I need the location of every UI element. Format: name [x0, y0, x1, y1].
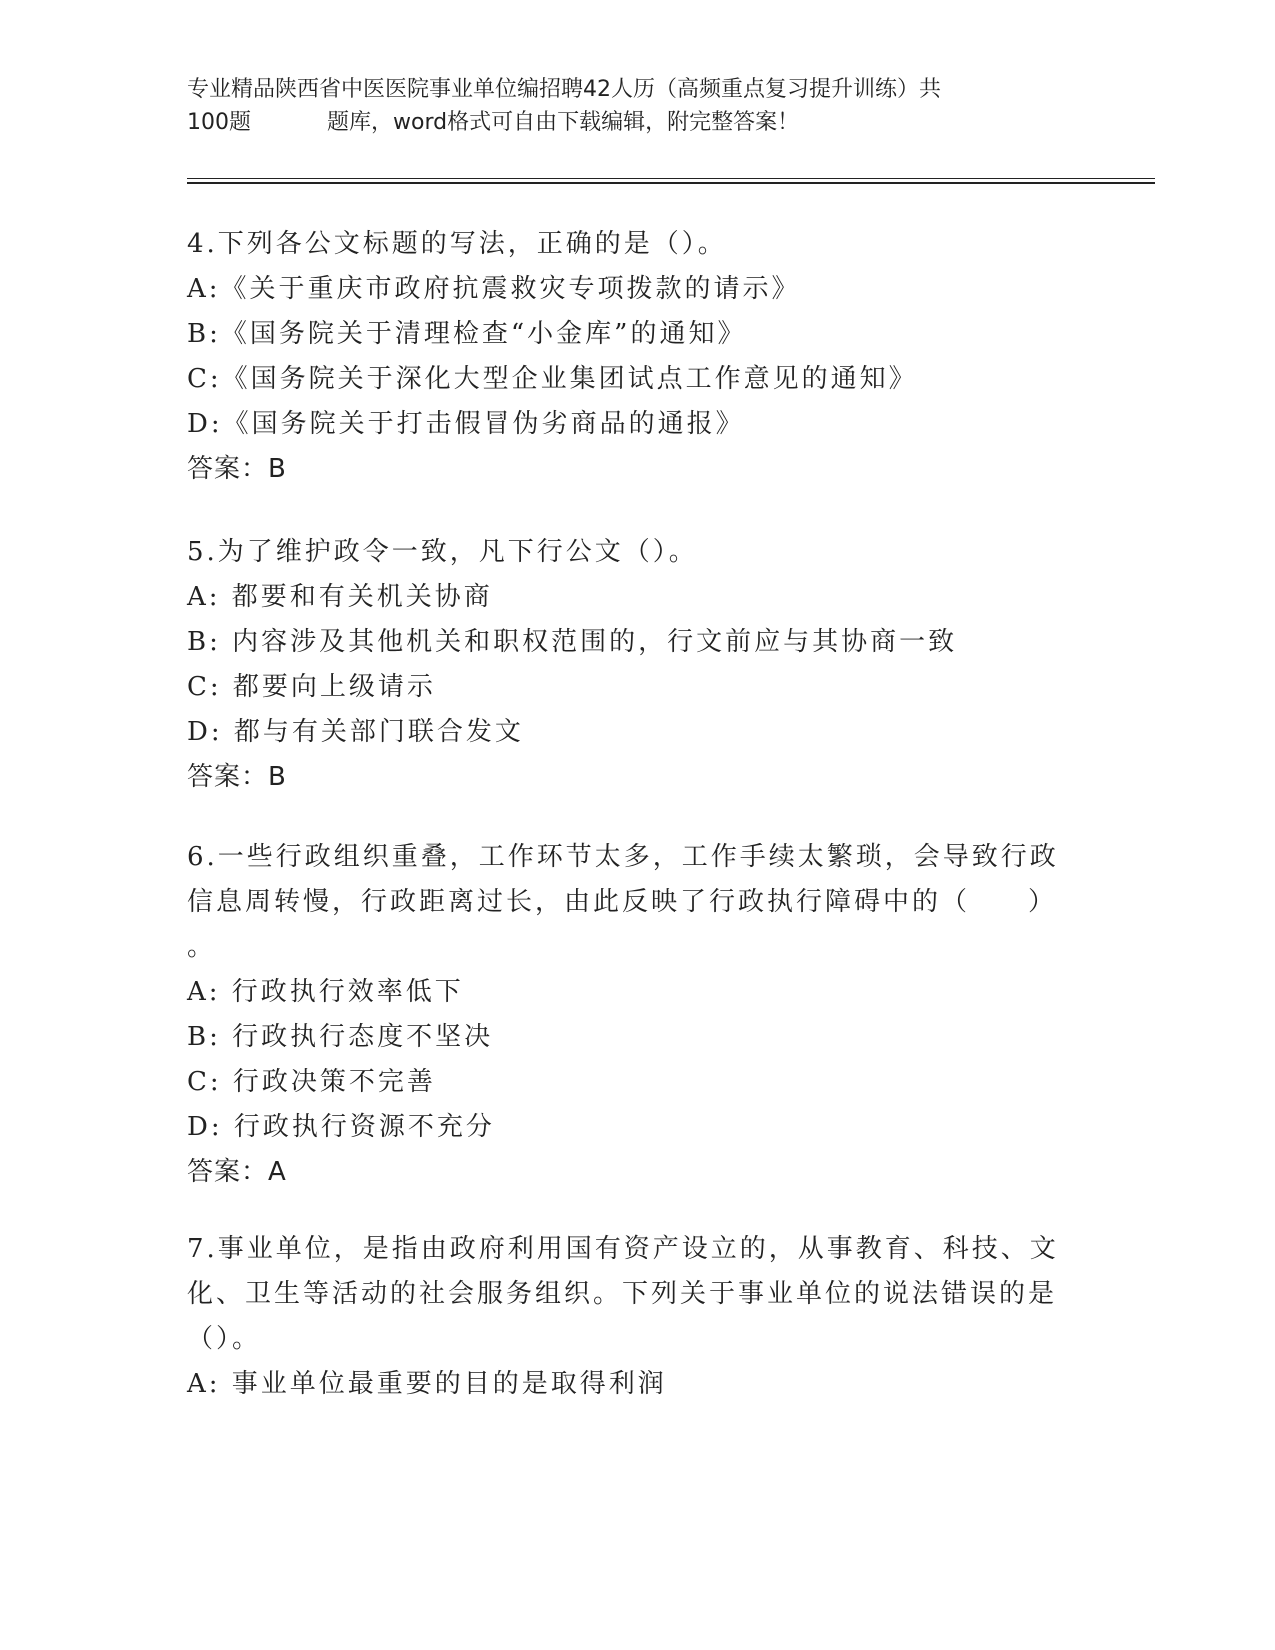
answer-option: C:《国务院关于深化大型企业集团试点工作意见的通知》 — [187, 364, 918, 394]
answer-key: 答案：B — [187, 762, 287, 792]
question-block — [187, 835, 1067, 1195]
answer-option: B:《国务院关于清理检查“小金库”的通知》 — [187, 319, 747, 349]
header-question-count: 100题 — [187, 110, 251, 135]
question-block — [187, 1227, 1067, 1407]
answer-option: B: 内容涉及其他机关和职权范围的，行文前应与其协商一致 — [187, 627, 958, 657]
document-header — [187, 73, 1087, 139]
question-stem-line: 6.一些行政组织重叠，工作环节太多，工作手续太繁琐，会导致行政 — [187, 842, 1059, 872]
question-stem-line: （）。 — [187, 1324, 262, 1354]
header-divider-thick — [187, 182, 1155, 184]
answer-option: D: 行政执行资源不充分 — [187, 1112, 495, 1142]
question-stem-line: 4.下列各公文标题的写法，正确的是（）。 — [187, 229, 727, 259]
answer-key: 答案：B — [187, 454, 287, 484]
question-stem-line: 7.事业单位，是指由政府利用国有资产设立的，从事教育、科技、文 — [187, 1234, 1059, 1264]
answer-option: C: 都要向上级请示 — [187, 672, 436, 702]
answer-option: A: 行政执行效率低下 — [187, 977, 464, 1007]
header-divider-thin — [187, 178, 1155, 179]
answer-option: A: 都要和有关机关协商 — [187, 582, 493, 612]
question-stem-line: 。 — [187, 932, 217, 962]
question-block — [187, 222, 1067, 492]
question-block — [187, 530, 1067, 800]
answer-option: A: 事业单位最重要的目的是取得利润 — [187, 1369, 667, 1399]
header-title-line1: 专业精品陕西省中医医院事业单位编招聘42人历（高频重点复习提升训练）共 — [187, 77, 941, 102]
answer-option: C: 行政决策不完善 — [187, 1067, 436, 1097]
header-description: 题库，word格式可自由下载编辑，附完整答案！ — [327, 110, 800, 135]
question-stem-line: 化、卫生等活动的社会服务组织。下列关于事业单位的说法错误的是 — [187, 1279, 1058, 1309]
answer-key: 答案：A — [187, 1157, 287, 1187]
question-stem-line: 信息周转慢，行政距离过长，由此反映了行政执行障碍中的（ ） — [187, 887, 1058, 917]
answer-option: D:《国务院关于打击假冒伪劣商品的通报》 — [187, 409, 745, 439]
answer-option: B: 行政执行态度不坚决 — [187, 1022, 494, 1052]
question-stem-line: 5.为了维护政令一致，凡下行公文（）。 — [187, 537, 698, 567]
header-title-line2 — [187, 106, 1087, 139]
answer-option: A:《关于重庆市政府抗震救灾专项拨款的请示》 — [187, 274, 801, 304]
answer-option: D: 都与有关部门联合发文 — [187, 717, 524, 747]
